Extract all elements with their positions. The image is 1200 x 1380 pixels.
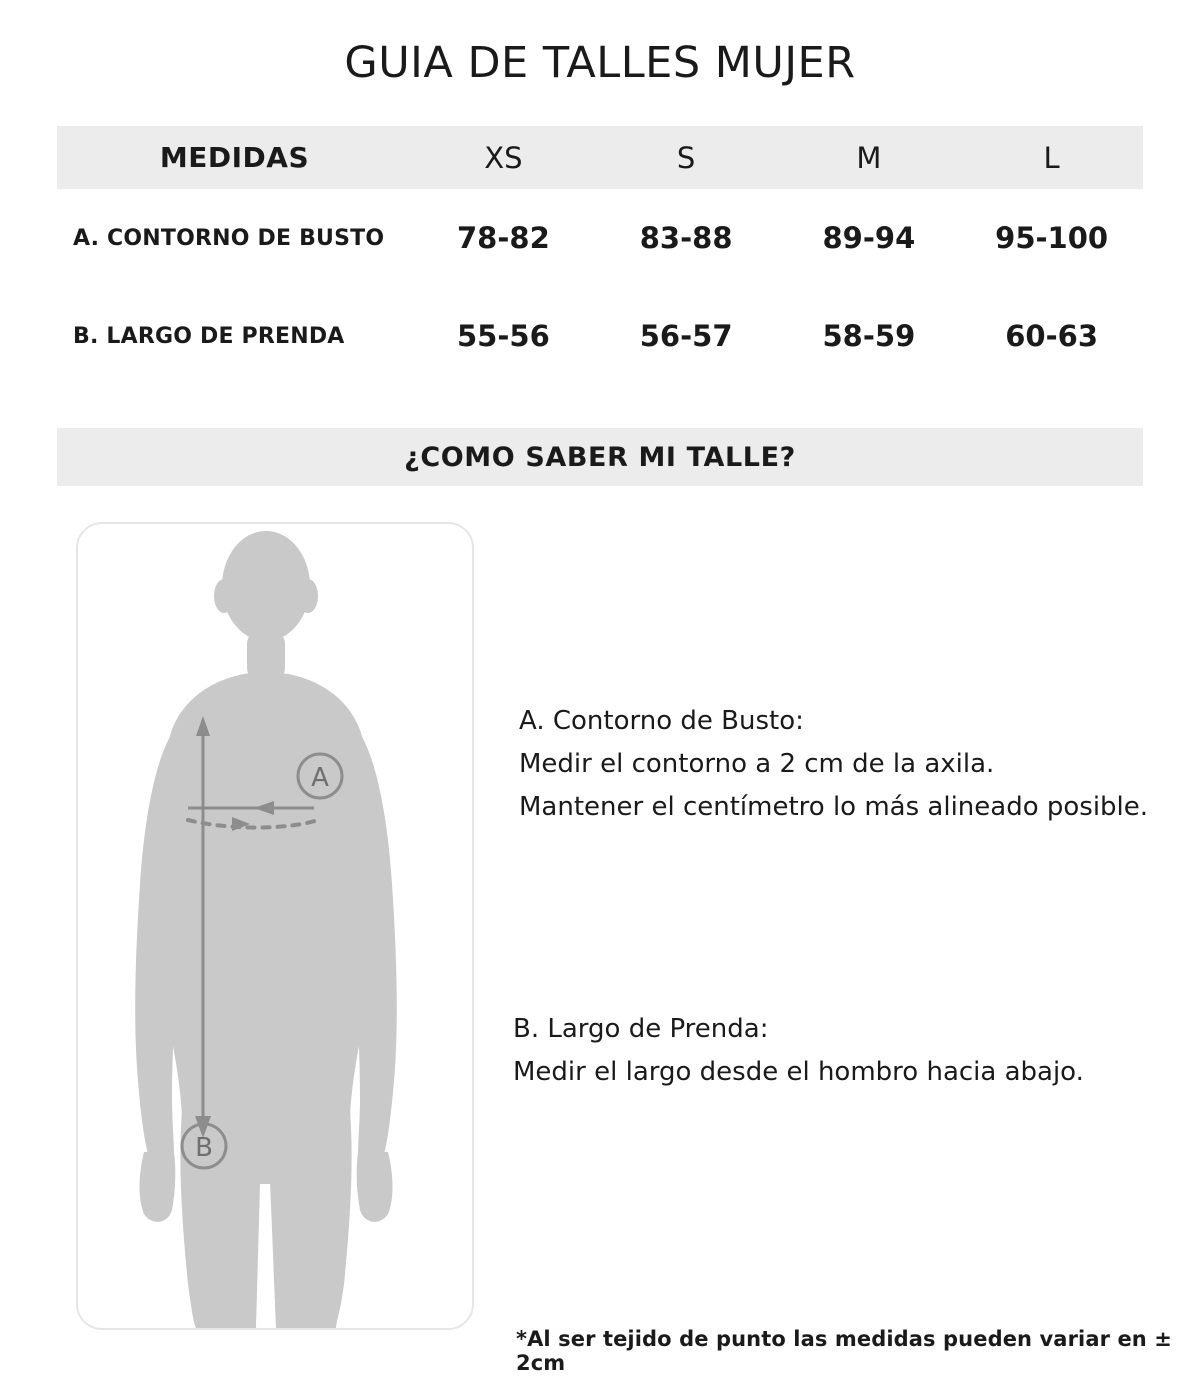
header-size-xs: XS	[484, 140, 523, 175]
instruction-bust	[519, 700, 1159, 829]
instruction-bust-line2: Mantener el centímetro lo más alineado posible.	[519, 792, 1149, 822]
header-size-s: S	[676, 140, 696, 175]
body-figure-panel	[76, 522, 474, 1330]
bust-l-value: 95-100	[995, 221, 1109, 255]
female-body-illustration	[78, 524, 472, 1328]
instruction-length-line1: Medir el largo desde el hombro hacia abajo.	[513, 1057, 1084, 1087]
header-size-m: M	[856, 140, 882, 175]
length-s-value: 56-57	[639, 319, 733, 353]
bust-m-value: 89-94	[822, 221, 916, 255]
how-to-know-size-banner	[57, 428, 1143, 486]
table-header-row	[57, 126, 1143, 189]
row-label-length: B. LARGO DE PRENDA	[73, 323, 345, 349]
bust-xs-value: 78-82	[457, 221, 550, 255]
table-row	[57, 189, 1143, 287]
header-measures-label: MEDIDAS	[159, 141, 310, 174]
size-table	[57, 126, 1143, 385]
marker-a-label: A	[311, 763, 329, 793]
instruction-bust-heading: A. Contorno de Busto:	[519, 706, 804, 736]
instruction-length-heading: B. Largo de Prenda:	[513, 1014, 769, 1044]
instruction-length	[513, 1008, 1153, 1094]
marker-b-label: B	[195, 1133, 213, 1163]
page-title: GUIA DE TALLES MUJER	[344, 38, 856, 88]
bust-s-value: 83-88	[639, 221, 733, 255]
length-m-value: 58-59	[822, 319, 916, 353]
length-xs-value: 55-56	[457, 319, 550, 353]
footnote: *Al ser tejido de punto las medidas pueden variar en ± 2cm	[516, 1327, 1172, 1375]
instruction-bust-line1: Medir el contorno a 2 cm de la axila.	[519, 749, 995, 779]
length-l-value: 60-63	[1005, 319, 1098, 353]
header-size-l: L	[1043, 140, 1060, 175]
table-row	[57, 287, 1143, 385]
banner-label: ¿COMO SABER MI TALLE?	[404, 441, 796, 473]
row-label-bust: A. CONTORNO DE BUSTO	[73, 225, 385, 251]
